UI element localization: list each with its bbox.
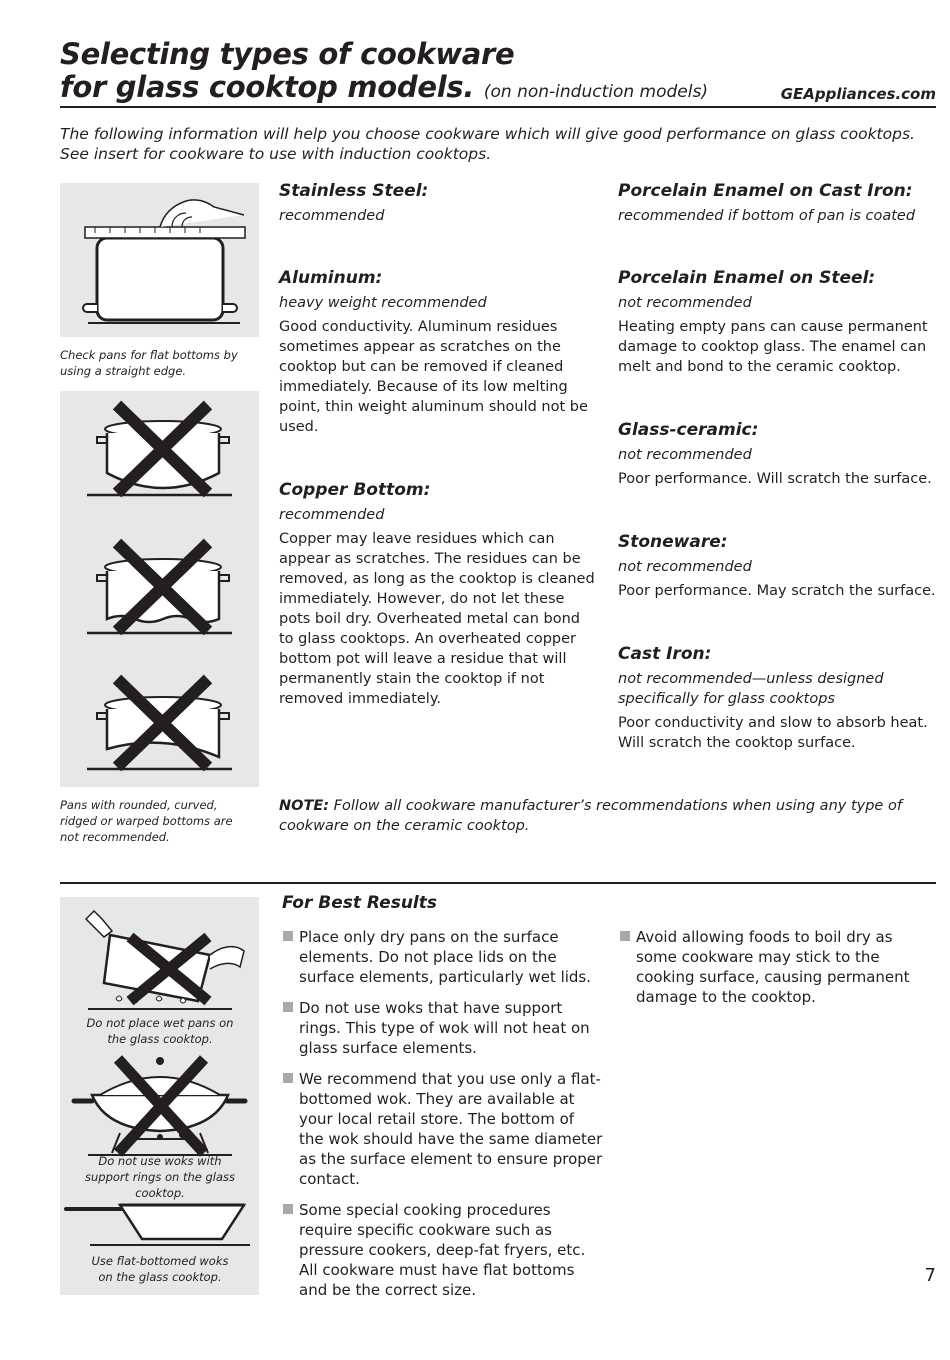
section-text: Poor conductivity and slow to absorb heat. Will scratch the cooktop surface. [618, 715, 928, 751]
section-rating: not recommended [618, 295, 752, 311]
section-rating: recommended [279, 208, 385, 224]
cookware-note [279, 796, 939, 836]
bad-bottoms-caption: Pans with rounded, curved, ridged or warped bottoms are not recommended. [60, 798, 233, 844]
list-item [283, 1069, 603, 1189]
section-stoneware [618, 531, 940, 601]
list-item-text: Do not use woks that have support rings. This type of wok will not heat on glass surface elements. [299, 999, 590, 1057]
note-label: NOTE: [279, 798, 330, 814]
bullet-square-icon [283, 1204, 293, 1214]
section-heading: Cast Iron: [618, 644, 712, 664]
page-number: 7 [924, 1265, 936, 1286]
flat-check-illustration [60, 183, 259, 337]
section-heading: Porcelain Enamel on Cast Iron: [618, 181, 913, 201]
list-item [283, 927, 603, 987]
section-heading: Aluminum: [279, 268, 383, 288]
warped-pans-icon [60, 391, 259, 787]
section-rating: recommended [279, 507, 385, 523]
section-heading: Stoneware: [618, 532, 728, 552]
best-results-list-2 [620, 927, 925, 1018]
list-item [283, 998, 603, 1058]
section-text: Poor performance. May scratch the surface. [618, 583, 936, 599]
bullet-square-icon [283, 1002, 293, 1012]
list-item [283, 1200, 603, 1300]
bullet-square-icon [283, 1073, 293, 1083]
page-title [60, 38, 708, 109]
section-text: Copper may leave residues which can appear as scratches. The residues can be removed, as long as the cooktop is cleaned immediately. However, do not let these pots boil dry. Overheated metal can bond to glass cooktops. An overheated copper bottom pot will leave a residue that will permanently stain the cooktop if not removed immediately. [279, 531, 595, 707]
section-cast-iron [618, 643, 940, 753]
title-subtitle: (on non-induction models) [483, 82, 708, 102]
flat-bottom-wok-icon [60, 1195, 259, 1255]
wok-support-ring-icon [60, 1053, 259, 1163]
header-rule [60, 106, 936, 108]
section-text: Poor performance. Will scratch the surface. [618, 471, 932, 487]
section-heading: Porcelain Enamel on Steel: [618, 268, 876, 288]
title-line-2 [60, 71, 708, 109]
list-item-text: Avoid allowing foods to boil dry as some cookware may stick to the cooking surface, causing permanent damage to the cooktop. [636, 928, 910, 1006]
section-stainless-steel [279, 180, 604, 226]
section-heading: Stainless Steel: [279, 181, 429, 201]
section-rating: not recommended—unless designed specifically for glass cooktops [618, 671, 884, 707]
bad-bottoms-illustration [60, 391, 259, 787]
list-item-text: Place only dry pans on the surface elements. Do not place lids on the surface elements, particularly wet lids. [299, 928, 592, 986]
section-divider [60, 882, 936, 884]
section-aluminum [279, 267, 604, 437]
wet-pan-icon [60, 897, 259, 1017]
note-text: Follow all cookware manufacturer’s recommendations when using any type of cookware on the ceramic cooktop. [279, 798, 902, 834]
wet-pan-caption: Do not place wet pans on the glass cooktop. [86, 1016, 234, 1046]
list-item-text: We recommend that you use only a flat-bottomed wok. They are available at your local retail store. The bottom of the wok should have the same diameter as the surface element to ensure proper contact. [299, 1070, 603, 1188]
section-rating: heavy weight recommended [279, 295, 487, 311]
best-results-illustration [60, 897, 259, 1295]
section-glass-ceramic [618, 419, 940, 489]
best-results-list-1 [283, 927, 603, 1311]
title-line-1: Selecting types of cookware [60, 37, 515, 71]
list-item [620, 927, 925, 1007]
straight-edge-pan-icon [60, 183, 259, 337]
bullet-square-icon [283, 931, 293, 941]
section-porcelain-cast-iron [618, 180, 940, 226]
intro-text: The following information will help you choose cookware which will give good performance on glass cooktops. See insert for cookware to use with induction cooktops. [60, 125, 915, 163]
title-line-2-main: for glass cooktop models. [60, 70, 475, 104]
wok-ring-caption: Do not use woks with support rings on the glass cooktop. [85, 1154, 235, 1200]
section-porcelain-steel [618, 267, 940, 377]
best-results-heading: For Best Results [282, 893, 437, 913]
section-rating: not recommended [618, 559, 752, 575]
section-rating: recommended if bottom of pan is coated [618, 208, 916, 224]
section-copper-bottom [279, 479, 604, 709]
flat-check-caption: Check pans for flat bottoms by using a straight edge. [60, 348, 238, 378]
bullet-square-icon [620, 931, 630, 941]
list-item-text: Some special cooking procedures require specific cookware such as pressure cookers, deep-fat fryers, etc. All cookware must have flat bottoms and be the correct size. [299, 1201, 586, 1299]
section-text: Heating empty pans can cause permanent damage to cooktop glass. The enamel can melt and bond to the ceramic cooktop. [618, 319, 928, 375]
section-heading: Copper Bottom: [279, 480, 431, 500]
flat-wok-caption: Use flat-bottomed woks on the glass cooktop. [91, 1254, 229, 1284]
section-heading: Glass-ceramic: [618, 420, 759, 440]
section-rating: not recommended [618, 447, 752, 463]
website[interactable]: GEAppliances.com [780, 85, 936, 103]
section-text: Good conductivity. Aluminum residues sometimes appear as scratches on the cooktop but can be removed if cleaned immediately. Because of its low melting point, thin weight aluminum should not be used. [279, 319, 588, 435]
